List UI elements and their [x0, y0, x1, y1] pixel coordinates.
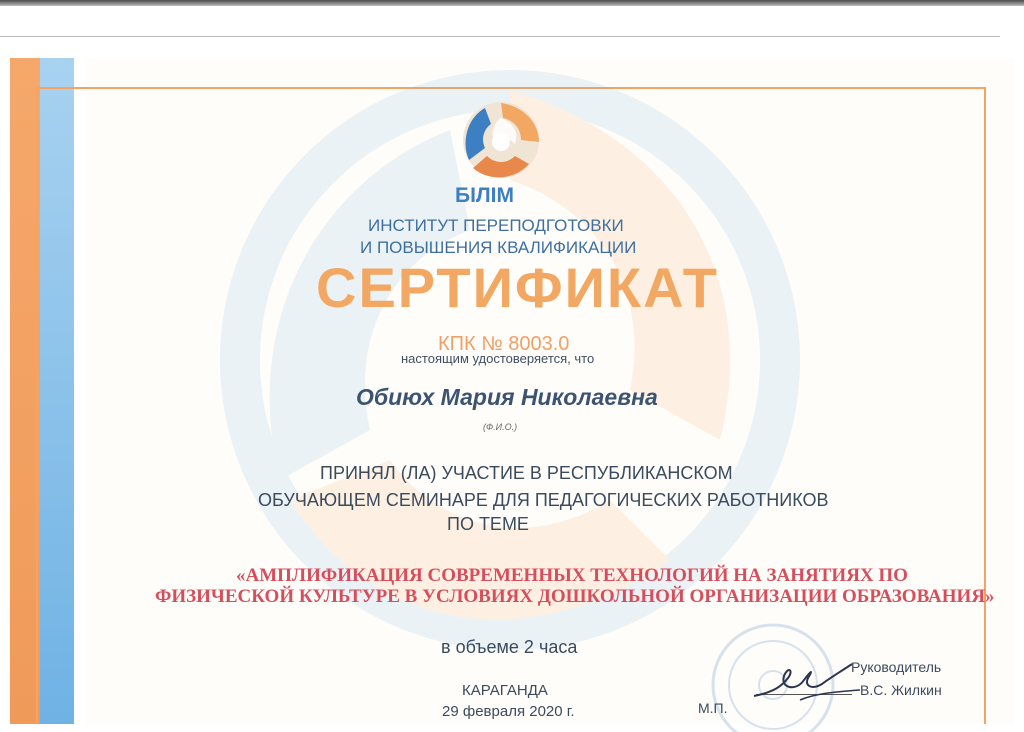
body-line-2: ОБУЧАЮЩЕМ СЕМИНАРЕ ДЛЯ ПЕДАГОГИЧЕСКИХ РАБОТНИКОВ	[258, 490, 829, 510]
certificate-number: КПК № 8003.0	[438, 333, 570, 355]
issue-city: КАРАГАНДА	[462, 682, 548, 699]
certify-text: настоящим удостоверяется, что	[401, 351, 595, 366]
institute-line-1: ИНСТИТУТ ПЕРЕПОДГОТОВКИ	[368, 216, 624, 235]
signatory-role: Руководитель	[851, 659, 942, 675]
bilim-swirl-logo-icon	[459, 98, 543, 182]
signatory-name: В.С. Жилкин	[860, 682, 942, 698]
topic-line-2: ФИЗИЧЕСКОЙ КУЛЬТУРЕ В УСЛОВИЯХ ДОШКОЛЬНОЙ ОРГАНИЗАЦИИ ОБРАЗОВАНИЯ»	[155, 586, 995, 607]
topic-line-1: «АМПЛИФИКАЦИЯ СОВРЕМЕННЫХ ТЕХНОЛОГИЙ НА ЗАНЯТИЯХ ПО	[236, 565, 908, 586]
scan-edge	[0, 0, 1024, 6]
certificate-title: СЕРТИФИКАТ	[316, 256, 719, 319]
recipient-name: Обиюх Мария Николаевна	[356, 384, 658, 410]
scan-line	[0, 36, 1000, 37]
logo-name: БІЛІМ	[455, 184, 514, 207]
recipient-caption: (Ф.И.О.)	[483, 422, 518, 432]
institute-line-2: И ПОВЫШЕНИЯ КВАЛИФИКАЦИИ	[360, 238, 637, 257]
stamp-label: М.П.	[698, 700, 728, 716]
body-line-1: ПРИНЯЛ (ЛА) УЧАСТИЕ В РЕСПУБЛИКАНСКОМ	[320, 463, 733, 483]
body-line-3: ПО ТЕМЕ	[447, 514, 529, 534]
course-volume: в объеме 2 часа	[441, 637, 578, 657]
issue-date: 29 февраля 2020 г.	[442, 703, 575, 720]
handwritten-signature-icon	[748, 656, 868, 706]
